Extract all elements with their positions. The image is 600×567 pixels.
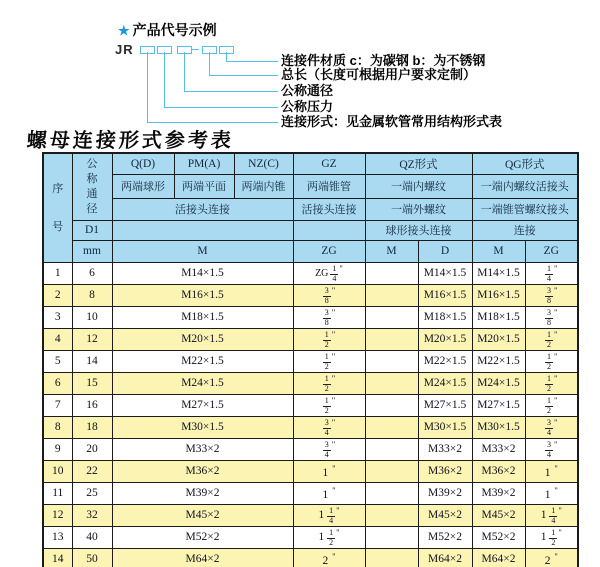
cell-dn: 16	[72, 394, 112, 416]
table-row	[43, 460, 578, 482]
table-row	[43, 262, 578, 284]
cell-dn: 25	[72, 482, 112, 504]
diagram-title	[118, 20, 217, 40]
star-icon: ★	[118, 23, 130, 38]
table-row	[43, 526, 578, 548]
cell-gz: 1 $\frac{1}{4}$ "	[293, 504, 365, 526]
diagram-label: 公称压力	[281, 99, 334, 114]
cell-gz: 1 $\frac{1}{2}$ "	[293, 526, 365, 548]
table-row	[43, 438, 578, 460]
cell-qg-m: M14×1.5	[472, 262, 525, 284]
cell-no: 8	[43, 416, 72, 438]
cell-qg-m: M33×2	[472, 438, 525, 460]
subheader-nz: 两端内锥	[234, 174, 293, 198]
cell-dn: 6	[72, 262, 112, 284]
cell-no: 9	[43, 438, 72, 460]
subheader-qg2: 一端锥管螺纹接头	[472, 198, 578, 220]
cell-qz-d: M27×1.5	[418, 394, 472, 416]
cell-dn: 32	[72, 504, 112, 526]
cell-no: 14	[43, 548, 72, 567]
cell-m: M30×1.5	[112, 416, 293, 438]
cell-qz-m	[365, 372, 418, 394]
col-header-pm: PM(A)	[174, 153, 234, 174]
cell-m: M64×2	[112, 548, 293, 567]
cell-qg-zg: 1 $\frac{1}{4}$ "	[525, 504, 578, 526]
cell-qg-m: M52×2	[472, 526, 525, 548]
subheader-gz: 两端锥管	[293, 174, 365, 198]
header-empty-gz	[293, 220, 365, 240]
table-row	[43, 284, 578, 306]
connector-line	[147, 52, 279, 123]
cell-dn: 20	[72, 438, 112, 460]
cell-m: M16×1.5	[112, 284, 293, 306]
col-header-dn: 公称通径	[72, 153, 112, 220]
cell-qg-zg: $\frac{1}{4}$ "	[525, 262, 578, 284]
cell-qz-d: M20×1.5	[418, 328, 472, 350]
diagram-label: 公称通径	[281, 83, 334, 98]
cell-m: M45×2	[112, 504, 293, 526]
cell-qz-m	[365, 526, 418, 548]
table-row	[43, 416, 578, 438]
cell-gz: $\frac{3}{4}$ "	[293, 416, 365, 438]
cell-no: 5	[43, 350, 72, 372]
cell-gz: $\frac{1}{2}$ "	[293, 394, 365, 416]
cell-dn: 10	[72, 306, 112, 328]
col-header-q: Q(D)	[112, 153, 174, 174]
cell-gz: $\frac{3}{8}$ "	[293, 306, 365, 328]
cell-qz-m	[365, 328, 418, 350]
cell-qg-m: M45×2	[472, 504, 525, 526]
table-row	[43, 350, 578, 372]
cell-no: 10	[43, 460, 72, 482]
cell-qz-m	[365, 482, 418, 504]
cell-dn: 12	[72, 328, 112, 350]
subheader-ball-joint: 球形接头连接	[365, 220, 472, 240]
cell-qz-m	[365, 504, 418, 526]
cell-qz-d: M22×1.5	[418, 350, 472, 372]
cell-qg-m: M24×1.5	[472, 372, 525, 394]
cell-m: M22×1.5	[112, 350, 293, 372]
subheader-pm: 两端平面	[174, 174, 234, 198]
unit-m: M	[112, 240, 293, 262]
cell-qg-zg: $\frac{3}{4}$ "	[525, 416, 578, 438]
cell-dn: 14	[72, 350, 112, 372]
cell-m: M36×2	[112, 460, 293, 482]
cell-gz: $\frac{3}{8}$ "	[293, 284, 365, 306]
cell-dn: 8	[72, 284, 112, 306]
col-header-d1: D1	[72, 220, 112, 240]
cell-qg-m: M64×2	[472, 548, 525, 567]
cell-qz-d: M14×1.5	[418, 262, 472, 284]
cell-qg-zg: 2 "	[525, 548, 578, 567]
cell-m: M18×1.5	[112, 306, 293, 328]
cell-qz-d: M64×2	[418, 548, 472, 567]
cell-gz: 2 "	[293, 548, 365, 567]
cell-m: M24×1.5	[112, 372, 293, 394]
cell-no: 3	[43, 306, 72, 328]
cell-gz: $\frac{1}{2}$ "	[293, 350, 365, 372]
cell-qz-d: M33×2	[418, 438, 472, 460]
code-dash	[192, 49, 199, 50]
cell-gz: $\frac{3}{4}$ "	[293, 438, 365, 460]
diagram-label: 连接件材质 c：为碳钢 b：为不锈钢	[281, 53, 486, 68]
cell-qg-zg: $\frac{1}{2}$ "	[525, 328, 578, 350]
cell-qz-d: M52×2	[418, 526, 472, 548]
unit-mm: mm	[72, 240, 112, 262]
table-row	[43, 328, 578, 350]
cell-qz-m	[365, 306, 418, 328]
subheader-qg1: 一端内螺纹活接头	[472, 174, 578, 198]
cell-no: 7	[43, 394, 72, 416]
table-title: 螺母连接形式参考表	[26, 130, 235, 152]
diagram-label: 总长（长度可根据用户要求定制）	[281, 67, 477, 82]
unit-zg: ZG	[293, 240, 365, 262]
cell-gz: 1 "	[293, 482, 365, 504]
cell-no: 1	[43, 262, 72, 284]
cell-qz-m	[365, 438, 418, 460]
cell-qz-m	[365, 284, 418, 306]
cell-qg-zg: $\frac{3}{4}$ "	[525, 438, 578, 460]
cell-qg-m: M36×2	[472, 460, 525, 482]
unit-qg-zg: ZG	[525, 240, 578, 262]
cell-qg-zg: 1 "	[525, 460, 578, 482]
cell-qz-m	[365, 416, 418, 438]
cell-qg-m: M30×1.5	[472, 416, 525, 438]
cell-qg-m: M20×1.5	[472, 328, 525, 350]
cell-qg-m: M39×2	[472, 482, 525, 504]
cell-qz-d: M18×1.5	[418, 306, 472, 328]
cell-gz: ZG $\frac{1}{4}$ "	[293, 262, 365, 284]
cell-gz: $\frac{1}{2}$ "	[293, 328, 365, 350]
diagram-title-text: 产品代号示例	[132, 22, 217, 38]
cell-qg-zg: 1 $\frac{1}{2}$ "	[525, 526, 578, 548]
col-header-nz: NZ(C)	[234, 153, 293, 174]
table-row	[43, 482, 578, 504]
cell-qz-m	[365, 394, 418, 416]
cell-qg-m: M16×1.5	[472, 284, 525, 306]
cell-dn: 18	[72, 416, 112, 438]
cell-qg-m: M27×1.5	[472, 394, 525, 416]
cell-m: M52×2	[112, 526, 293, 548]
cell-no: 6	[43, 372, 72, 394]
table-row	[43, 394, 578, 416]
cell-qz-m	[365, 350, 418, 372]
cell-qz-d: M24×1.5	[418, 372, 472, 394]
col-header-seq: 序号	[43, 153, 72, 262]
cell-qg-zg: $\frac{1}{2}$ "	[525, 372, 578, 394]
cell-qg-zg: 1 "	[525, 482, 578, 504]
cell-dn: 15	[72, 372, 112, 394]
cell-dn: 22	[72, 460, 112, 482]
cell-gz: $\frac{1}{2}$ "	[293, 372, 365, 394]
cell-no: 4	[43, 328, 72, 350]
cell-no: 2	[43, 284, 72, 306]
unit-qz-d: D	[418, 240, 472, 262]
table-row	[43, 548, 578, 567]
subheader-live-joint: 活接头连接	[112, 198, 293, 220]
cell-dn: 50	[72, 548, 112, 567]
unit-qg-m: M	[472, 240, 525, 262]
cell-qz-m	[365, 262, 418, 284]
cell-no: 12	[43, 504, 72, 526]
cell-dn: 40	[72, 526, 112, 548]
cell-qz-d: M16×1.5	[418, 284, 472, 306]
subheader-qz1: 一端内螺纹	[365, 174, 472, 198]
cell-qg-zg: $\frac{3}{8}$ "	[525, 306, 578, 328]
table-row	[43, 372, 578, 394]
cell-m: M20×1.5	[112, 328, 293, 350]
subheader-qg-connect: 连接	[472, 220, 578, 240]
cell-m: M27×1.5	[112, 394, 293, 416]
cell-qz-d: M45×2	[418, 504, 472, 526]
cell-qz-d: M39×2	[418, 482, 472, 504]
cell-qg-zg: $\frac{1}{2}$ "	[525, 394, 578, 416]
cell-qz-d: M36×2	[418, 460, 472, 482]
cell-m: M39×2	[112, 482, 293, 504]
subheader-q: 两端球形	[112, 174, 174, 198]
cell-qg-zg: $\frac{3}{8}$ "	[525, 284, 578, 306]
col-header-gz: GZ	[293, 153, 365, 174]
code-prefix: JR	[115, 42, 134, 57]
table-row	[43, 504, 578, 526]
cell-qz-m	[365, 460, 418, 482]
cell-qg-zg: $\frac{1}{2}$ "	[525, 350, 578, 372]
col-header-qz: QZ形式	[365, 153, 472, 174]
col-header-qg: QG形式	[472, 153, 578, 174]
reference-table	[42, 152, 579, 567]
table-row	[43, 306, 578, 328]
unit-qz-m: M	[365, 240, 418, 262]
cell-gz: 1 "	[293, 460, 365, 482]
cell-no: 13	[43, 526, 72, 548]
diagram-label: 连接形式：见金属软管常用结构形式表	[281, 114, 503, 129]
subheader-qz2: 一端外螺纹	[365, 198, 472, 220]
header-empty-left	[112, 220, 293, 240]
subheader-gz-live: 活接头连接	[293, 198, 365, 220]
cell-m: M33×2	[112, 438, 293, 460]
cell-qz-d: M30×1.5	[418, 416, 472, 438]
cell-qg-m: M18×1.5	[472, 306, 525, 328]
cell-no: 11	[43, 482, 72, 504]
cell-qz-m	[365, 548, 418, 567]
cell-qg-m: M22×1.5	[472, 350, 525, 372]
cell-m: M14×1.5	[112, 262, 293, 284]
